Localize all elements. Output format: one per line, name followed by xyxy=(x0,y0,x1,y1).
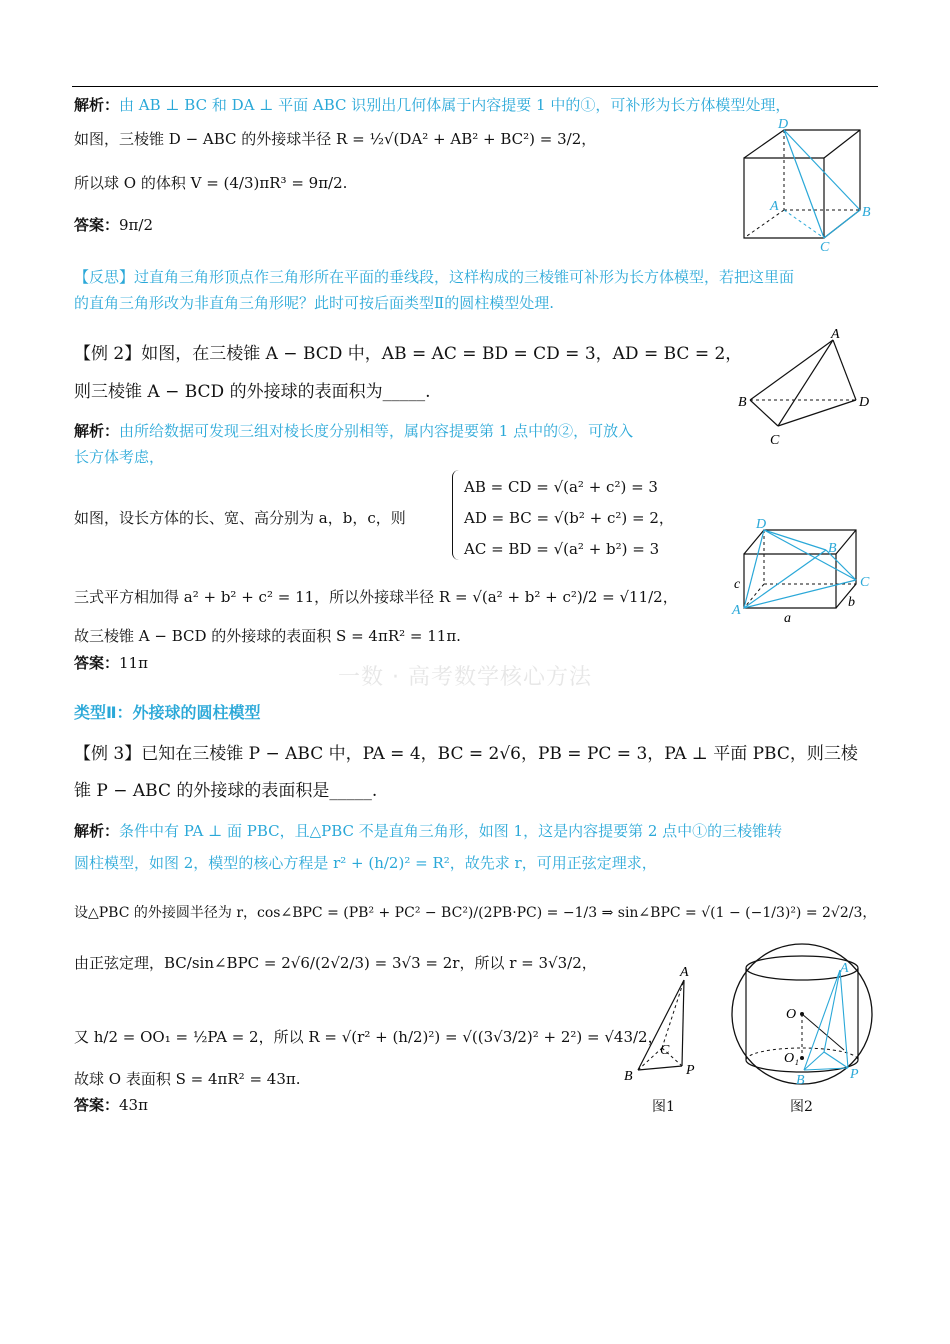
example3-question-1: 【例 3】已知在三棱锥 P − ABC 中，PA = 4，BC = 2√6，PB = PC = 3，PA ⊥ 平面 PBC，则三棱 xyxy=(74,744,858,764)
label-c: c xyxy=(734,577,741,592)
example3-line-3: 设△PBC 的外接圆半径为 r，cos∠BPC = (PB² + PC² − BC²)/(2PB·PC) = −1/3 ⇒ sin∠BPC = √(1 − (−1/3)²) = 2√2/3， xyxy=(74,905,877,921)
reflection-line-1: 【反思】过直角三角形顶点作三角形所在平面的垂线段，这样构成的三棱锥可补形为长方体模型，若把这里面 xyxy=(74,268,795,286)
label-A: A xyxy=(770,199,779,214)
equation-3: AC = BD = √(a² + b²) = 3 xyxy=(464,540,660,558)
example3-line-4: 由正弦定理，BC/sin∠BPC = 2√6/(2√2/3) = 3√3 = 2r，所以 r = 3√3/2， xyxy=(74,954,597,972)
figure-tetrahedron-2 xyxy=(738,328,878,448)
figure-sphere-5 xyxy=(728,938,876,1088)
figure-caption-2: 图2 xyxy=(790,1099,813,1115)
label-C: C xyxy=(660,1043,670,1058)
label-b: b xyxy=(848,595,855,610)
example3-line-6: 故球 O 表面积 S = 4πR² = 43π. xyxy=(74,1070,301,1088)
solution-text: 由 AB ⊥ BC 和 DA ⊥ 平面 ABC 识别出几何体属于内容提要 1 中的①，可补形为长方体模型处理， xyxy=(119,96,791,114)
answer-label: 答案： xyxy=(74,216,120,234)
figure-caption-1: 图1 xyxy=(652,1099,675,1115)
solution-label: 解析： xyxy=(74,822,120,840)
label-B: B xyxy=(828,541,837,556)
example2-solution-2: 长方体考虑， xyxy=(74,448,165,466)
solution-text: 由所给数据可发现三组对棱长度分别相等，属内容提要第 1 点中的②，可放入 xyxy=(119,422,634,440)
label-A: A xyxy=(840,961,849,976)
label-a: a xyxy=(784,611,791,626)
label-C: C xyxy=(770,433,780,448)
answer-label: 答案： xyxy=(74,654,120,672)
label-B: B xyxy=(738,395,747,410)
label-A: A xyxy=(831,327,840,342)
answer-line-1 xyxy=(74,214,153,236)
figure-cuboid-3 xyxy=(730,512,878,627)
solution-label: 解析： xyxy=(74,96,120,114)
solution-line-1 xyxy=(74,94,790,116)
label-P: P xyxy=(850,1067,859,1082)
label-B: B xyxy=(862,205,871,220)
brace xyxy=(452,470,459,560)
figure-cube-1 xyxy=(738,118,878,253)
label-B: B xyxy=(796,1073,805,1088)
solution-label: 解析： xyxy=(74,422,120,440)
example3-question-2: 锥 P − ABC 的外接球的表面积是_____. xyxy=(74,781,378,801)
label-O: O xyxy=(786,1007,797,1022)
label-P: P xyxy=(686,1063,695,1078)
example2-question-1: 【例 2】如图，在三棱锥 A − BCD 中，AB = AC = BD = CD = 3，AD = BC = 2， xyxy=(74,344,743,364)
answer-value: 11π xyxy=(119,654,148,672)
solution-line-2: 如图，三棱锥 D − ABC 的外接球半径 R = ½√(DA² + AB² + BC²) = 3/2， xyxy=(74,130,597,148)
answer-label: 答案： xyxy=(74,1096,120,1114)
solution-text: 条件中有 PA ⊥ 面 PBC，且△PBC 不是直角三角形，如图 1，这是内容提要第 2 点中①的三棱锥转 xyxy=(119,822,783,840)
answer-value: 9π/2 xyxy=(119,216,154,234)
label-A: A xyxy=(680,965,689,980)
equation-1: AB = CD = √(a² + c²) = 3 xyxy=(464,478,658,496)
example2-line-5: 故三棱锥 A − BCD 的外接球的表面积 S = 4πR² = 11π. xyxy=(74,627,461,645)
example3-line-5: 又 h/2 = OO₁ = ½PA = 2，所以 R = √(r² + (h/2)²) = √((3√3/2)² + 2²) = √43/2， xyxy=(74,1028,663,1046)
example2-setup: 如图，设长方体的长、宽、高分别为 a，b，c，则 xyxy=(74,509,406,527)
label-A: A xyxy=(732,603,741,618)
watermark: 一数 · 高考数学核心方法 xyxy=(338,665,592,690)
example3-solution-1 xyxy=(74,820,782,842)
example3-solution-2: 圆柱模型，如图 2，模型的核心方程是 r² + (h/2)² = R²，故先求 r，可用正弦定理求， xyxy=(74,854,657,872)
equation-2: AD = BC = √(b² + c²) = 2， xyxy=(464,509,674,527)
label-D: D xyxy=(859,395,870,410)
label-O1: O₁ xyxy=(784,1051,799,1066)
label-B: B xyxy=(624,1069,633,1084)
header-rule xyxy=(72,86,878,87)
figure-pyramid-4 xyxy=(622,962,712,1087)
answer-value: 43π xyxy=(119,1096,148,1114)
reflection-line-2: 的直角三角形改为非直角三角形呢？此时可按后面类型Ⅱ的圆柱模型处理. xyxy=(74,294,554,312)
example2-solution-1 xyxy=(74,420,633,442)
label-D: D xyxy=(756,517,767,532)
example2-question-2: 则三棱锥 A − BCD 的外接球的表面积为_____. xyxy=(74,382,431,402)
answer-line-3 xyxy=(74,1094,148,1116)
example2-line-4: 三式平方相加得 a² + b² + c² = 11，所以外接球半径 R = √(a² + b² + c²)/2 = √11/2， xyxy=(74,588,678,606)
label-D: D xyxy=(778,117,789,132)
label-C: C xyxy=(820,240,830,255)
section-title: 类型Ⅱ：外接球的圆柱模型 xyxy=(74,703,261,722)
solution-line-3: 所以球 O 的体积 V = (4/3)πR³ = 9π/2. xyxy=(74,174,348,192)
answer-line-2 xyxy=(74,652,148,674)
label-C: C xyxy=(860,575,870,590)
